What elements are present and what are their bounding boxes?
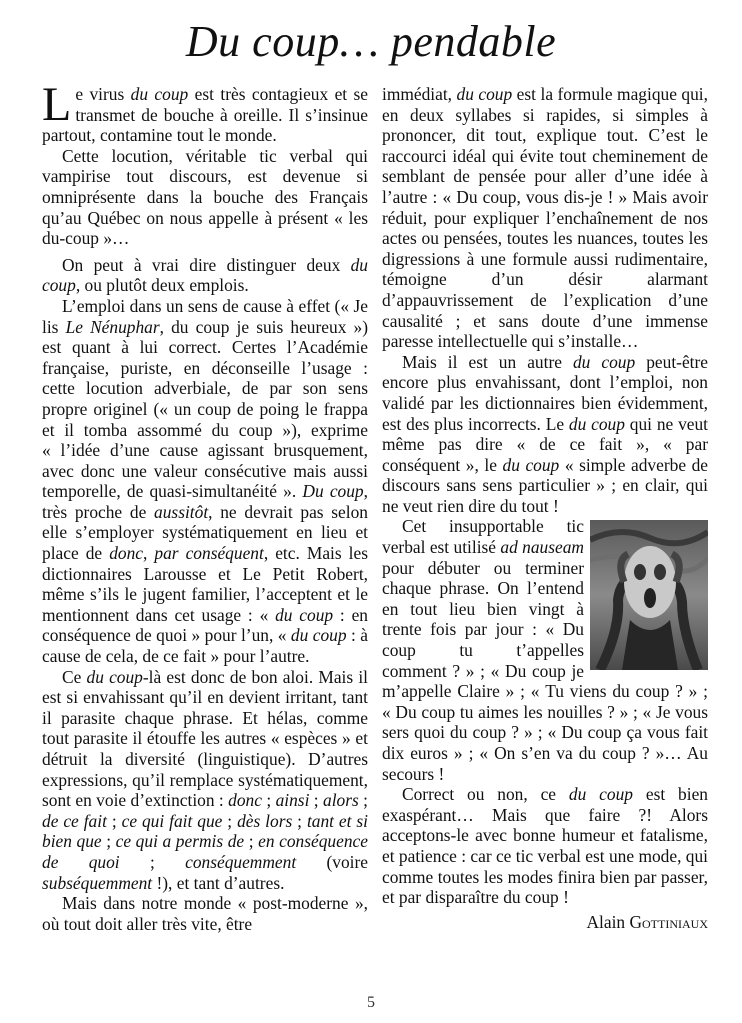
- drop-cap: L: [42, 78, 72, 131]
- italic-term: Du coup: [302, 481, 364, 502]
- paragraph: Mais il est un autre du coup peut-être encore plus envahissant, dont l’emploi, non validé par les dictionnaires bien évidemment, est des plus incorrects. Le du coup qui ne veut même pas dire « de ce fait », « par conséquent », le du coup « simple adverbe de discours sans sens particulier » ; en clair, qui ne veut rien dire du tout !: [382, 351, 709, 516]
- italic-term: par conséquent: [154, 543, 264, 564]
- italic-term: du coup: [572, 351, 636, 372]
- paragraph: immédiat, du coup est la formule magique qui, en deux syllabes si rapides, si simples à prononcer, dit tout, explique tout. C’est le raccourci idéal qui évite tout cheminement de semblant de pensée pour aller d’une idée à l’autre : « Du coup, vous dis-je ! » Mais avoir réduit, pour expliquer l’enchaînement de nos actes ou pensées, toutes les nuances, toutes les digressions à une formule aussi rudimentaire, témoigne d’un désir alarmant d’appauvrissement de l’explication d’une causalité ; et sans doute d’une immense paresse intellectuelle qui s’installe…: [382, 84, 708, 352]
- italic-term: alors: [323, 790, 359, 811]
- paragraph: Ce du coup-là est donc de bon aloi. Mais il est si envahissant qu’il en devient irritant, tant il parasite chaque phrase. Et hélas, comme tout parasite il étouffe les autres « espèces » et détruit la diversité (linguistique). D’autres expressions, qu’il remplace systématiquement, sont en voie d’extinction : donc ; ainsi ; alors ; de ce fait ; ce qui fait que ; dès lors ; tant et si bien que ; ce qui a permis de ; en conséquence de quoi ; conséquemment (voire subséquemment !), et tant d’autres.: [42, 666, 369, 893]
- paragraph: L’emploi dans un sens de cause à effet (« Je lis Le Nénuphar, du coup je suis heureux ») est quant à lui correct. Certes l’Académie française, puriste, en déconseille l’usage : cette locution adverbiale, de par son sens propre originel (« un coup de poing le frappa et il tomba assommé du coup »), exprime « l’idée d’une cause agissant brusquement, avec donc une valeur consécutive mais aussi temporelle, de quasi-simultanéité ». Du coup, très proche de aussitôt, ne devrait pas selon elle s’employer systématiquement en lieu et place de donc, par conséquent, etc. Mais les dictionnaires Larousse et Le Petit Robert, même s’ils le jugent familier, l’acceptent et le mentionnent dans cet usage : « du coup : en conséquence de quoi » pour l’un, « du coup : à cause de cela, de ce fait » pour l’autre.: [42, 295, 369, 667]
- italic-term: du coup: [568, 784, 633, 805]
- italic-term: ce qui fait que: [121, 810, 223, 831]
- paragraph: Mais dans notre monde « post-moderne », où tout doit aller très vite, être: [42, 893, 368, 934]
- italic-term: du coup: [456, 84, 513, 104]
- paragraph: Cette locution, véritable tic verbal qui vampirise tout discours, est devenue si omniprésente dans la bouche des Français qu’au Québec on nous appelle à présent « les du-coup »…: [42, 145, 368, 249]
- italic-term: de ce fait: [42, 810, 107, 831]
- author-signature: [382, 912, 708, 933]
- paragraph: On peut à vrai dire distinguer deux du coup, ou plutôt deux emplois.: [42, 254, 368, 296]
- scream-painting-icon: [590, 520, 708, 670]
- italic-term: du coup: [86, 666, 143, 687]
- italic-term: tant et si bien que: [42, 810, 369, 852]
- right-column: [382, 84, 708, 932]
- italic-term: dès lors: [237, 810, 293, 831]
- italic-term: du coup: [290, 625, 347, 646]
- paragraph: [382, 516, 708, 784]
- italic-term: du coup: [130, 84, 189, 104]
- italic-term: ce qui a permis de: [115, 831, 245, 852]
- author-last-name: Gottiniaux: [629, 911, 708, 932]
- italic-term: ad nauseam: [500, 537, 584, 558]
- paragraph: Correct ou non, ce du coup est bien exaspérant… Mais que faire ?! Alors acceptons-le avec bonne humeur et fatalisme, et patience : car ce tic verbal est une mode, qui comme toutes les modes finira bien par passer, et par disparaître du coup !: [382, 784, 708, 908]
- author-first-name: Alain: [586, 911, 630, 932]
- italic-term: aussitôt: [154, 501, 209, 522]
- italic-term: du coup: [275, 604, 334, 625]
- italic-term: du coup: [42, 254, 368, 296]
- paragraph-text: Cet insupportable tic verbal est utilisé ad nauseam pour débuter ou terminer chaque phrase. On l’entend en tout lieu bien vingt à trente fois par jour : « Du coup tu t’appelles comment ? » ; « Du coup je m’appelle Claire » ; « Tu viens du coup ? » ; « Du coup tu aimes les nouilles ? » ; « Je vous sers quoi du coup ? » ; « Du coup ça vous fait dix euros » ; « On s’en va du coup ? »… Au secours !: [382, 516, 708, 784]
- italic-term: Le Nénuphar: [65, 316, 160, 337]
- italic-term: du coup: [502, 454, 560, 475]
- italic-term: ainsi: [275, 790, 310, 811]
- italic-term: donc: [109, 543, 143, 564]
- page-number: 5: [367, 994, 375, 1011]
- italic-term: du coup: [568, 413, 625, 434]
- article-title: Du coup… pendable: [185, 17, 557, 66]
- italic-term: conséquemment: [185, 851, 297, 872]
- italic-term: en conséquence de quoi: [42, 831, 368, 872]
- italic-term: donc: [228, 790, 262, 811]
- left-column: [42, 78, 369, 934]
- paragraph-text: e virus du coup est très contagieux et se transmet de bouche à oreille. Il s’insinue partout, contamine tout le monde.: [42, 84, 369, 146]
- italic-term: subséquemment: [42, 872, 153, 893]
- paragraph: [42, 78, 369, 146]
